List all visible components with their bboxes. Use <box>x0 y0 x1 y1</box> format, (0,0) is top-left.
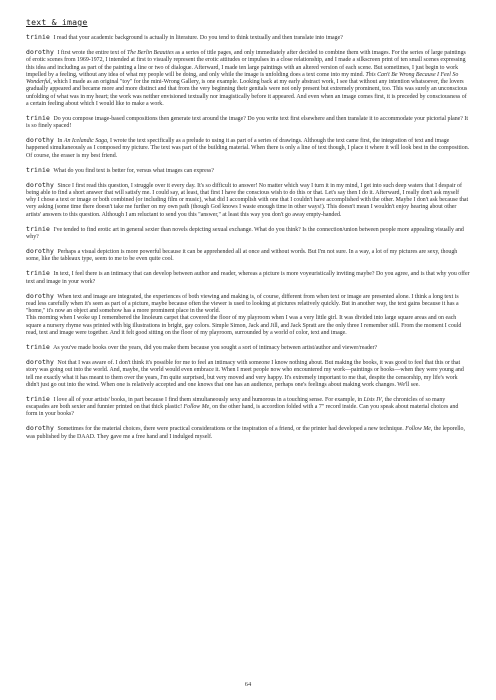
qa-paragraph <box>26 315 470 337</box>
qa-block <box>26 293 470 338</box>
qa-block <box>26 359 470 389</box>
qa-block <box>26 167 470 175</box>
work-title: The Berlin Beauties <box>127 50 174 57</box>
qa-paragraph <box>26 425 470 441</box>
qa-paragraph <box>26 344 470 352</box>
qa-block <box>26 226 470 242</box>
qa-block <box>26 49 470 108</box>
work-title: Follow Me <box>405 426 431 433</box>
speaker-name: trinie <box>26 33 50 41</box>
paragraph-text: , which I made as an original "toy" for the mini-Wrong Gallery, is one example. Looking back at my early abstract work, I see that without any intention whatsoever, the lovers gradually appeared and became more and more distinct and that from the very beginning their genitals were not only present but extremely prominent, too. This was surely an unconscious unfolding of what was in my heart; the work was neither envisioned textually nor imagistically before it appeared. And even when an image comes first, it is preceded by consciousness of a certain feeling about which I would like to make a work. <box>26 79 468 107</box>
qa-block <box>26 248 470 264</box>
paragraph-text: This morning when I woke up I remembered the linoleum carpet that covered the floor of my playroom when I was a very little girl. It was divided into large square areas and on each square a nursery rhyme was printed with big illustrations in bright, gay colors. Simple Simon, Jack and Jill, and Jack Spratt are the only three I remember still. From the moment I could read, text and image were together. And it felt good sitting on the floor of my playroom, surrounded by a world of color, text and image. <box>26 315 462 336</box>
speaker-name: trinie <box>26 165 50 174</box>
speaker-name: trinie <box>26 224 50 233</box>
paragraph-text: , I wrote the text specifically as a prelude to using it as part of a series of drawings. Although the text came first, the integration of text and image happened simultaneously as I composed my picture. The text was part of the building material. When there is only a line of text though, I place it where it will look best in the composition. Of course, the eraser is my best friend. <box>26 138 470 159</box>
paragraph-text: When text and image are integrated, the experiences of both viewing and making is, of course, different from when text or image are presented alone. I think a long text is read less carefully when it's seen as part of a picture, maybe because often the viewer is used to looking at pictures relatively quickly. But in another way, the text gains because it has a "home," it's now an object and somehow has a more prominent place in the world. <box>26 293 459 315</box>
paragraph-text: Not that I was aware of. I don't think it's possible for me to feel an intimacy with someone I know nothing about. But making the books, it was good to feel that this or that story was going out into the world. And, maybe, the world would even embrace it. When I meet people now who encountered my work—paintings or books—when they were young and tell me exactly what it has meant to them over the years, I'm quite surprised, but very moved and very happy. It's extremely important to me that, despite the censorship, my life's work didn't just go out into the wind. When one is relatively accepted and one knows that one has an audience, perhaps one's feelings about making work changes. We'll see. <box>26 360 464 388</box>
page-number: 64 <box>244 681 252 688</box>
paragraph-text: In text, I feel there is an intimacy that can develop between author and reader, whereas a picture is more voyeuristically inviting maybe? Do you agree, and is that why you offer text and image in your work? <box>26 271 470 285</box>
paragraph-text: I love all of your artists' books, in part because I find them simultaneously sexy and humorous in a touching sense. For example, in <box>53 396 364 403</box>
qa-paragraph <box>26 34 470 42</box>
paragraph-text: I read that your academic background is actually in literature. Do you tend to think textually and then translate into image? <box>53 35 343 41</box>
qa-block <box>26 137 470 160</box>
work-title: This Can't Be Wrong Because I Feel So Wonderful <box>26 71 459 86</box>
qa-block <box>26 34 470 42</box>
speaker-name: dorothy <box>26 424 54 433</box>
work-title: Follow Me <box>183 404 210 411</box>
speaker-name: dorothy <box>26 180 54 189</box>
qa-paragraph <box>26 115 470 131</box>
qa-paragraph <box>26 167 470 175</box>
paragraph-text: I've tended to find erotic art in general sexier than novels depicting sexual exchange. What do you think? Is the connection/union between people more appealing visually and why? <box>26 226 464 241</box>
work-title: Lists IV <box>363 396 382 403</box>
speaker-name: trinie <box>26 342 50 351</box>
qa-paragraph <box>26 49 470 108</box>
paragraph-text: Sometimes for the material choices, there were practical considerations or the inspiration of a friend, or the printer had developed a new technique. <box>57 426 406 433</box>
qa-block <box>26 396 470 419</box>
qa-block <box>26 182 470 219</box>
speaker-name: dorothy <box>26 247 54 256</box>
interview-body <box>26 34 470 441</box>
section-title: text & image <box>26 17 88 27</box>
speaker-name: dorothy <box>26 291 54 300</box>
qa-paragraph <box>26 293 470 316</box>
qa-block <box>26 115 470 131</box>
qa-paragraph <box>26 359 470 389</box>
qa-paragraph <box>26 182 470 219</box>
speaker-name: dorothy <box>26 358 54 367</box>
speaker-name: trinie <box>26 394 50 403</box>
paragraph-text: As you've made books over the years, did you make them because you sought a sort of intimacy between artist/author and viewer/reader? <box>53 344 378 351</box>
qa-paragraph <box>26 248 470 264</box>
paragraph-text: Since I first read this question, I struggle over it every day. It's so difficult to answer! No matter which way I turn it in my mind, I get into such deep waters that I despair of being able to find a short answer that will satisfy me. I could say, at least, that first I have the conscious wish to do this or that. Let's say then I do it. Afterward, I really don't ask myself why I chose a text or image or both combined (or including film or music), what did I accomplish with one that I couldn't have accomplished with the other. Maybe I don't ask because that very asking (some time there doesn't take me further on my own path (though God knows I waste enough time in other ways!). This doesn't mean I wouldn't enjoy hearing about other artists' answers to this question. Although I am reluctant to send you this "answer," at least this way you don't go away empty-handed. <box>26 182 469 218</box>
paragraph-text: , the chronicles of so many escapades are both sexier and funnier printed on that thick plastic! <box>26 396 446 411</box>
qa-block <box>26 270 470 286</box>
speaker-name: trinie <box>26 113 50 122</box>
paragraph-text: What do you find text is better for, versus what images can express? <box>53 167 214 174</box>
paragraph-text: In <box>57 138 64 145</box>
speaker-name: trinie <box>26 269 50 278</box>
qa-block <box>26 344 470 352</box>
qa-paragraph <box>26 396 470 419</box>
paragraph-text: , on the other hand, is accordion folded with a 7" record inside. Can you speak about material choices and form in your books? <box>26 404 459 418</box>
qa-paragraph <box>26 226 470 242</box>
work-title: An Icelandic Saga <box>63 138 108 145</box>
qa-paragraph <box>26 270 470 286</box>
qa-paragraph <box>26 137 470 160</box>
paragraph-text: as a series of title pages, and only immediately after decided to combine them with images. For the series of large paintings of erotic scenes from 1969-1972, I intended at first to visually represent the erotic attitudes or impulses in a close relationship, and I made a silkscreen print of ten small scenes expressing this idea and including as part of the painting a line or two of dialogue. Afterward, I made ten large paintings with an altered version of each scene. But sometimes, I just begin to work impelled by a feeling, without any idea of what my people will be doing, and only while the image is unfolding does a text come into my mind. <box>26 50 466 78</box>
speaker-name: dorothy <box>26 136 54 145</box>
speaker-name: dorothy <box>26 48 54 57</box>
paragraph-text: I first wrote the entire text of <box>57 50 127 57</box>
qa-block <box>26 425 470 441</box>
paragraph-text: Do you compose image-based compositions then generate text around the image? Do you write text first elsewhere and then translate it to accommodate your pictorial plane? It is so finely spaced! <box>26 115 468 130</box>
paragraph-text: , the leporello, was published by the DAAD. They gave me a free hand and I indulged myself. <box>26 426 465 440</box>
paragraph-text: Perhaps a visual depiction is more powerful because it can be apprehended all at once and without words. But I'm not sure. In a way, a lot of my pictures are sexy, though some, like the tableaux type, seem to me to be even quite cool. <box>26 249 458 263</box>
